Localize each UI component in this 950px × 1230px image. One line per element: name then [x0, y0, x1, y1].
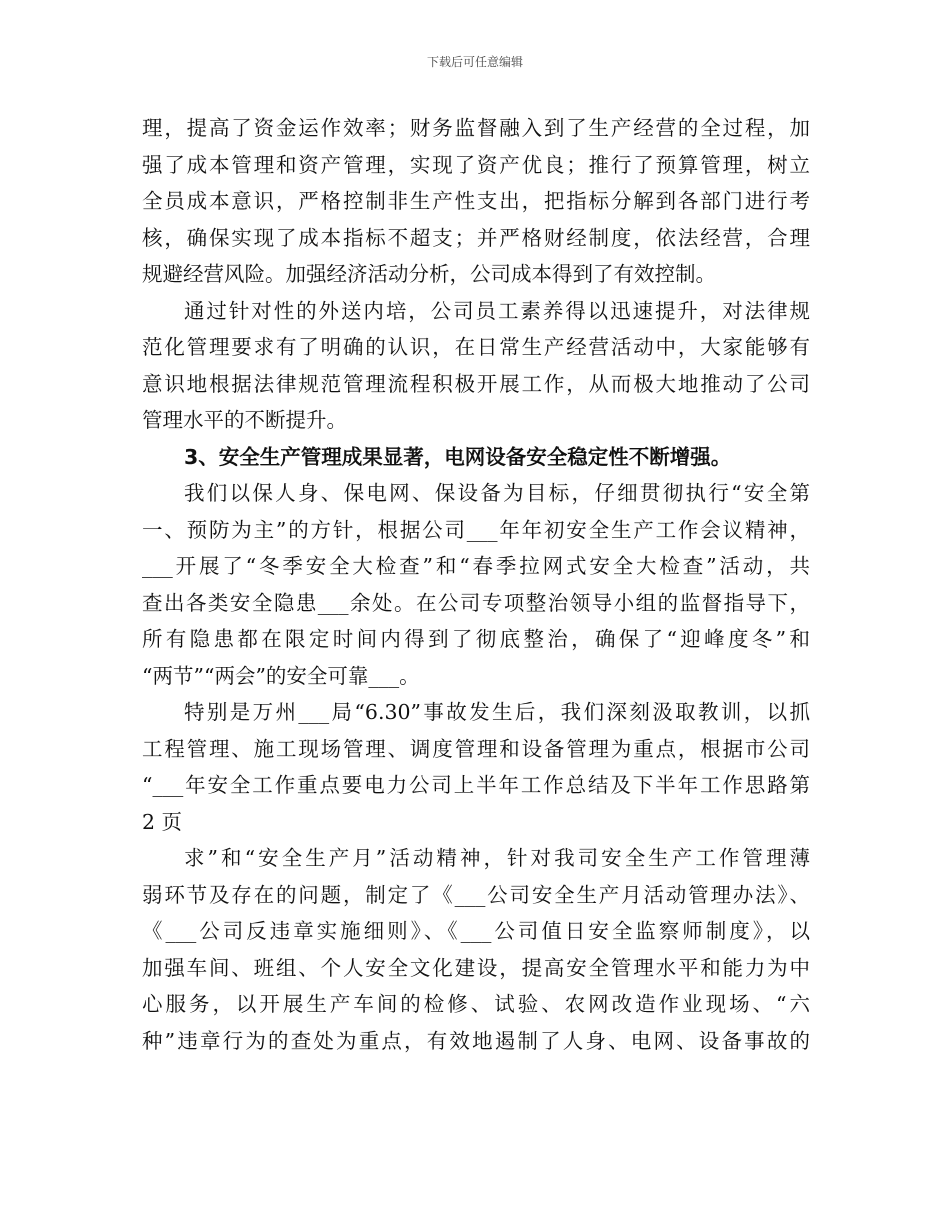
- text-line: 意识地根据法律规范管理流程积极开展工作，从而极大地推动了公司: [142, 371, 810, 396]
- text-line: 范化管理要求有了明确的认识，在日常生产经营活动中，大家能够有: [142, 335, 810, 359]
- text-line: ___开展了“冬季安全大检查”和“春季拉网式安全大检查”活动，共: [142, 554, 810, 578]
- document-body: [142, 110, 810, 1059]
- text-line: 所有隐患都在限定时间内得到了彻底整治，确保了“迎峰度冬”和: [142, 627, 810, 651]
- text-line: 弱环节及存在的问题，制定了《___公司安全生产月活动管理办法》、: [142, 882, 810, 907]
- paragraph: [142, 694, 810, 840]
- section-heading: 3、安全生产管理成果显著，电网设备安全稳定性不断增强。: [184, 444, 732, 469]
- paragraph: [142, 475, 810, 694]
- text-line: “___年安全工作重点要电力公司上半年工作总结及下半年工作思路第: [142, 773, 810, 797]
- page-number-line: 2 页: [142, 809, 183, 834]
- paragraph: [142, 840, 810, 1059]
- text-line: 我们以保人身、保电网、保设备为目标，仔细贯彻执行“安全第: [184, 481, 810, 505]
- text-line: 求”和“安全生产月”活动精神，针对我司安全生产工作管理薄: [184, 846, 810, 870]
- paragraph: [142, 110, 810, 293]
- text-line: 通过针对性的外送内培，公司员工素养得以迅速提升，对法律规: [184, 298, 810, 323]
- text-line: 加强车间、班组、个人安全文化建设，提高安全管理水平和能力为中: [142, 955, 810, 980]
- text-line: 管理水平的不断提升。: [142, 408, 347, 432]
- text-line: 一、预防为主”的方针，根据公司___年年初安全生产工作会议精神，: [142, 517, 810, 542]
- paragraph: [142, 293, 810, 439]
- text-line: 心服务，以开展生产车间的检修、试验、农网改造作业现场、“六: [142, 992, 810, 1016]
- text-line: 全员成本意识，严格控制非生产性支出，把指标分解到各部门进行考: [142, 189, 810, 213]
- text-line: 核，确保实现了成本指标不超支；并严格财经制度，依法经营，合理: [142, 225, 810, 250]
- text-line: 特别是万州___局“6.30”事故发生后，我们深刻汲取教训，以抓: [184, 700, 810, 724]
- text-line: 查出各类安全隐患___余处。在公司专项整治领导小组的监督指导下，: [142, 590, 810, 615]
- text-line: 《___公司反违章实施细则》、《___公司值日安全监察师制度》，以: [142, 919, 810, 943]
- text-line: 强了成本管理和资产管理，实现了资产优良；推行了预算管理，树立: [142, 152, 810, 177]
- text-line: 规避经营风险。加强经济活动分析，公司成本得到了有效控制。: [142, 262, 716, 286]
- text-line: 理，提高了资金运作效率；财务监督融入到了生产经营的全过程，加: [142, 116, 810, 140]
- header-note: 下载后可任意编辑: [426, 55, 523, 69]
- text-line: “两节”“两会”的安全可靠___。: [142, 663, 420, 688]
- text-line: 种”违章行为的查处为重点，有效地遏制了人身、电网、设备事故的: [142, 1028, 810, 1053]
- text-line: 工程管理、施工现场管理、调度管理和设备管理为重点，根据市公司: [142, 736, 810, 761]
